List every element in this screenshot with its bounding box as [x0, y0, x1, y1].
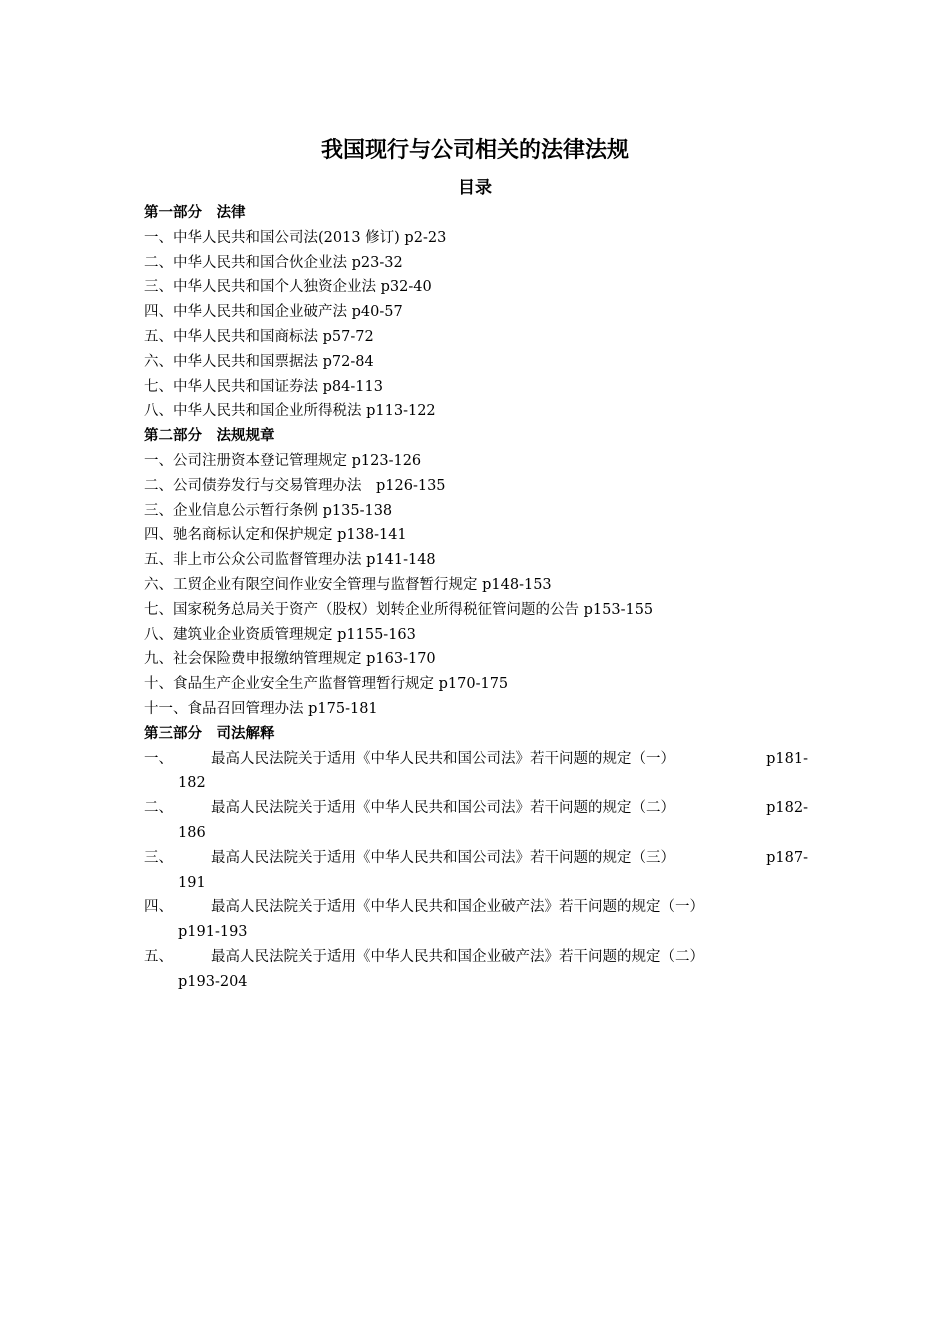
toc-item: 三、企业信息公示暂行条例 p135-138 [144, 502, 393, 519]
toc-item-judicial [144, 945, 812, 995]
item-title: 最高人民法院关于适用《中华人民共和国企业破产法》若干问题的规定（一） [211, 899, 704, 916]
toc-item: 二、公司债券发行与交易管理办法 p126-135 [144, 477, 446, 494]
toc-item: 一、公司注册资本登记管理规定 p123-126 [144, 452, 422, 469]
toc-item-judicial [144, 796, 812, 846]
item-title: 最高人民法院关于适用《中华人民共和国公司法》若干问题的规定（二） [211, 800, 675, 817]
item-title: 最高人民法院关于适用《中华人民共和国公司法》若干问题的规定（一） [211, 750, 675, 767]
toc-item: 三、中华人民共和国个人独资企业法 p32-40 [144, 279, 432, 296]
toc-item: 八、建筑业企业资质管理规定 p1155-163 [144, 626, 416, 643]
item-number: 五、 [144, 948, 173, 965]
item-title: 最高人民法院关于适用《中华人民共和国企业破产法》若干问题的规定（二） [211, 948, 704, 965]
document-title: 我国现行与公司相关的法律法规 [320, 138, 629, 163]
toc-item: 八、中华人民共和国企业所得税法 p113-122 [144, 403, 436, 420]
section-heading-regulations: 第二部分 法规规章 [144, 428, 275, 445]
toc-item: 七、中华人民共和国证券法 p84-113 [144, 378, 383, 395]
item-number: 二、 [144, 800, 173, 817]
toc-item: 六、中华人民共和国票据法 p72-84 [144, 353, 374, 370]
toc-item-judicial [144, 747, 812, 797]
toc-item: 五、中华人民共和国商标法 p57-72 [144, 328, 374, 345]
toc-item: 二、中华人民共和国合伙企业法 p23-32 [144, 254, 403, 271]
toc-item: 七、国家税务总局关于资产（股权）划转企业所得税征管问题的公告 p153-155 [144, 601, 654, 618]
item-page-continued: p191-193 [178, 924, 248, 941]
section-heading-laws: 第一部分 法律 [144, 205, 246, 221]
toc-item: 十一、食品召回管理办法 p175-181 [144, 700, 378, 717]
toc-item: 十、食品生产企业安全生产监督管理暂行规定 p170-175 [144, 676, 509, 693]
toc-heading: 目录 [458, 178, 492, 198]
item-page: p181- [766, 750, 808, 767]
toc-item-judicial [144, 846, 812, 896]
toc-item: 四、驰名商标认定和保护规定 p138-141 [144, 527, 407, 544]
toc-item: 一、中华人民共和国公司法(2013 修订) p2-23 [144, 229, 447, 246]
item-page-continued: 186 [178, 824, 206, 841]
table-of-contents [144, 201, 812, 995]
item-page-continued: 182 [178, 775, 206, 792]
section-heading-judicial: 第三部分 司法解释 [144, 725, 275, 742]
item-number: 四、 [144, 899, 173, 916]
toc-item-judicial [144, 895, 812, 945]
item-number: 一、 [144, 750, 173, 767]
toc-item: 四、中华人民共和国企业破产法 p40-57 [144, 304, 403, 321]
item-page: p182- [766, 800, 808, 817]
item-page-continued: 191 [178, 874, 206, 891]
toc-item: 六、工贸企业有限空间作业安全管理与监督暂行规定 p148-153 [144, 576, 552, 593]
toc-item: 五、非上市公众公司监督管理办法 p141-148 [144, 552, 436, 569]
item-page: p187- [766, 849, 808, 866]
item-title: 最高人民法院关于适用《中华人民共和国公司法》若干问题的规定（三） [211, 849, 675, 866]
item-number: 三、 [144, 849, 173, 866]
item-page-continued: p193-204 [178, 973, 248, 990]
toc-item: 九、社会保险费申报缴纳管理规定 p163-170 [144, 651, 436, 668]
